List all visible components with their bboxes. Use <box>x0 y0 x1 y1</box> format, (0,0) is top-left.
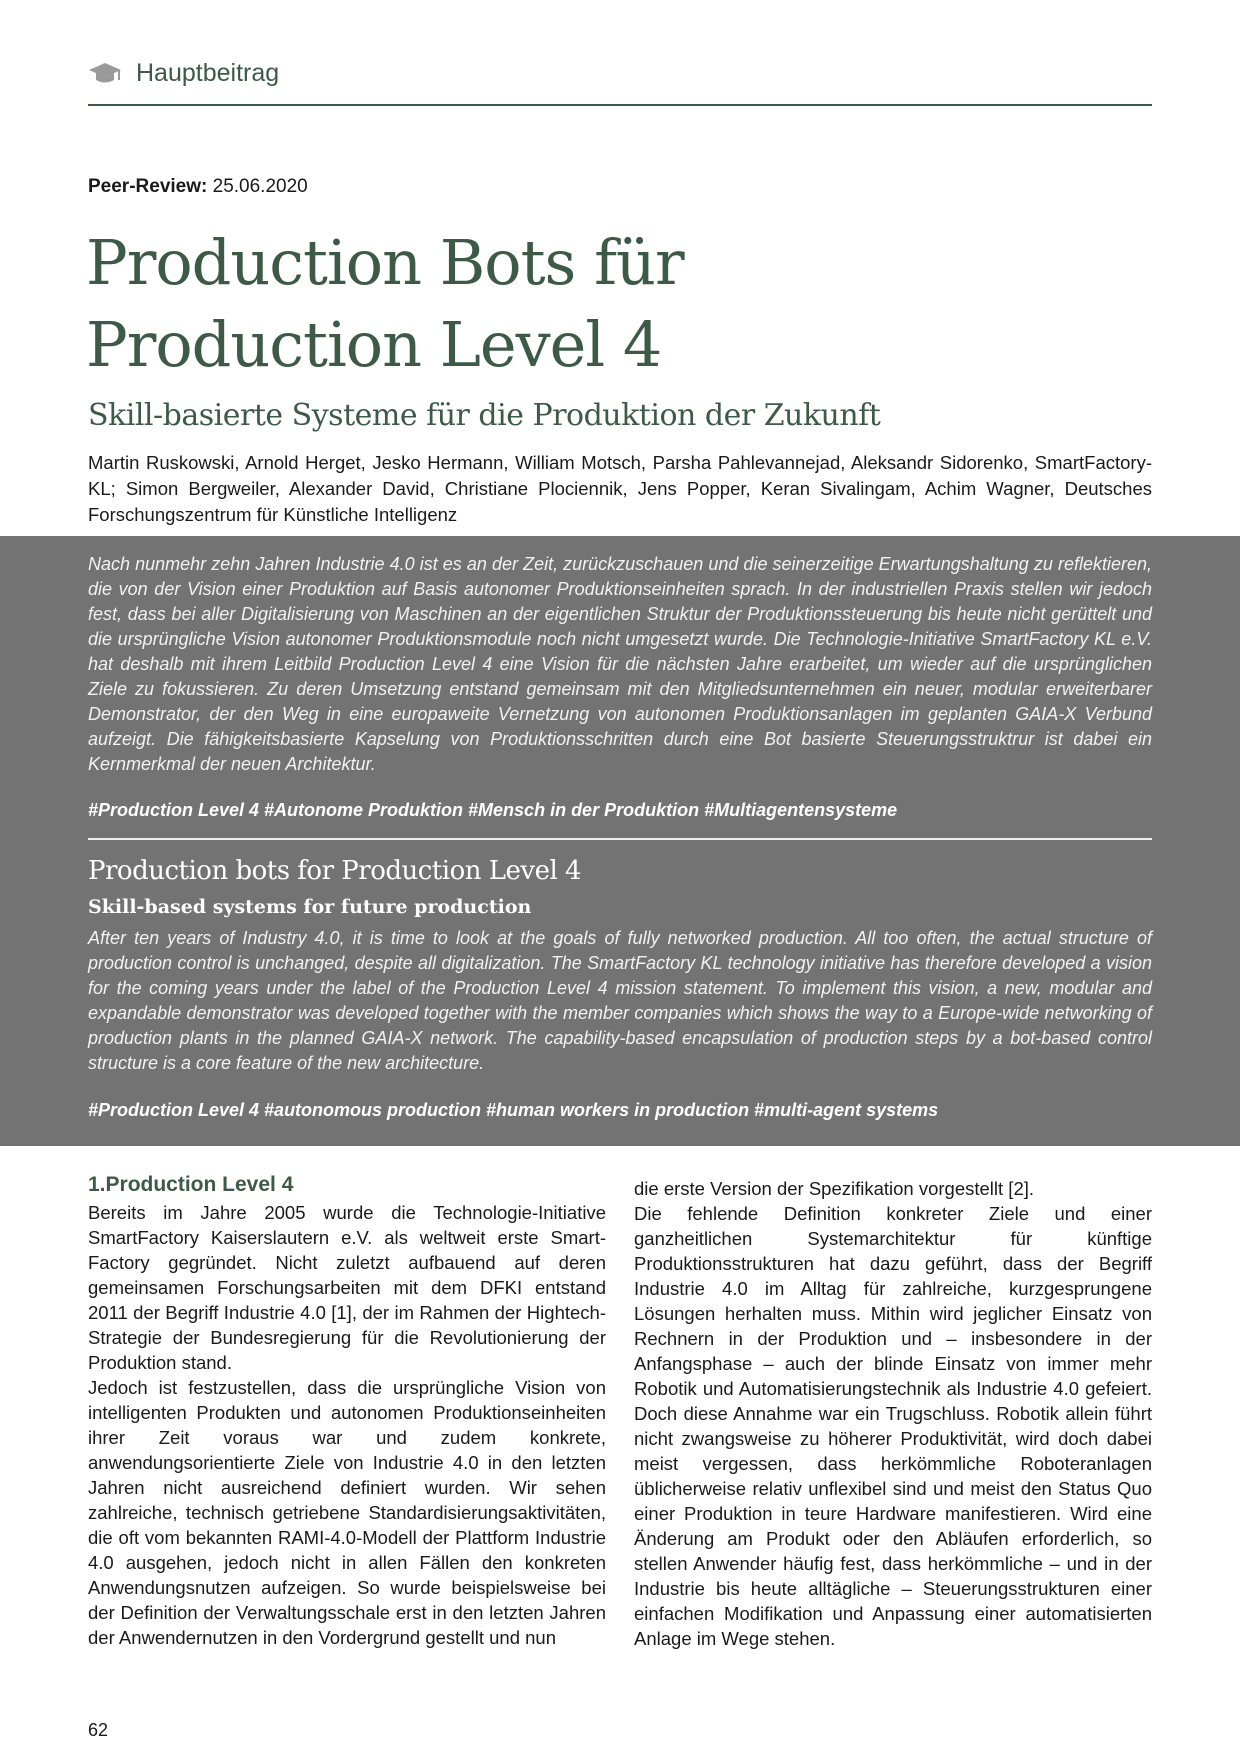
body-paragraph: Bereits im Jahre 2005 wurde die Technologie-Initiative SmartFactory Kaiserslautern e.V. als weltweit erste Smart-Factory gegründet. Nicht zuletzt aufbauend auf deren gemeinsamen Forschungsarbeiten mit dem DFKI entstand 2011 der Begriff Industrie 4.0 [1], der im Rahmen der Hightech-Strategie der Bundesregierung für die Revolutionierung der Produktion stand. <box>88 1202 606 1373</box>
header-divider <box>88 104 1152 106</box>
title-line-1: Production Bots für <box>86 226 684 299</box>
graduation-cap-icon <box>88 61 122 85</box>
peer-review-date: 25.06.2020 <box>212 176 308 197</box>
body-paragraph: Die fehlende Definition konkreter Ziele und einer ganzheitlichen Systemarchitektur für künftige Produktionsstrukturen hat dazu geführt, dass der Begriff Industrie 4.0 im Alltag für zahlreiche, kurzgesprungene Lösungen herhalten muss. Mithin wird jeglicher Einsatz von Rechnern in der Produktion und – insbesondere in der Anfangsphase – auch der blinde Einsatz von immer mehr Robotik und Automatisierungstechnik als Industrie 4.0 gefeiert. Doch diese Annahme war ein Trugschluss. Robotik allein führt nicht zwangsweise zu höherer Produktivität, wird doch dabei meist vergessen, dass herkömmliche Roboteranlagen üblicherweise relativ unflexibel sind und meist den Status Quo einer Produktion in teure Hardware manifestieren. Wird eine Änderung am Produkt oder den Abläufen erforderlich, so stellen Anwender häufig fest, dass herkömmliche – und in der Industrie bis heute alltägliche – Steuerungsstrukturen einer einfachen Modifikation und Anpassung einer automatisierten Anlage im Wege stehen. <box>634 1203 1152 1649</box>
keywords-english: #Production Level 4 #autonomous production #human workers in production #multi-agent systems <box>88 1100 939 1120</box>
article-subtitle: Skill-basierte Systeme für die Produktion der Zukunft <box>88 398 881 433</box>
english-title: Production bots for Production Level 4 <box>88 856 582 886</box>
page-number: 62 <box>88 1720 109 1740</box>
title-line-2: Production Level 4 <box>86 308 662 381</box>
article-title <box>86 222 1150 386</box>
author-list: Martin Ruskowski, Arnold Herget, Jesko Hermann, William Motsch, Parsha Pahlevannejad, Aleksandr Sidorenko, SmartFactory-KL; Simon Bergweiler, Alexander David, Christiane Plociennik, Jens Popper, Keran Sivalingam, Achim Wagner, Deutsches Forschungszentrum für Künstliche Intelligenz <box>88 452 1152 525</box>
peer-review-line <box>88 176 308 198</box>
abstract-divider <box>88 838 1152 840</box>
abstract-box <box>0 536 1240 1146</box>
peer-review-label: Peer-Review: <box>88 176 208 197</box>
body-column-right <box>634 1176 1152 1651</box>
body-paragraph: die erste Version der Spezifikation vorgestellt [2]. <box>634 1178 1035 1199</box>
section-heading: 1.Production Level 4 <box>88 1173 294 1196</box>
body-column-left <box>88 1170 606 1650</box>
abstract-german: Nach nunmehr zehn Jahren Industrie 4.0 ist es an der Zeit, zurückzuschauen und die seinerzeitige Erwartungshaltung zu reflektieren, die von der Vision einer Produktion auf Basis autonomer Produktionseinheiten sprach. In der industriellen Praxis stellen wir jedoch fest, dass bei aller Digitalisierung von Maschinen an der eigentlichen Struktur der Produktionssteuerung bis heute nicht gerüttelt und die ursprüngliche Vision autonomer Produktionsmodule noch nicht umgesetzt wurde. Die Technologie-Initiative SmartFactory KL e.V. hat deshalb mit ihrem Leitbild Production Level 4 eine Vision für die nächsten Jahre erarbeitet, um wieder auf die ursprünglichen Ziele zu fokussieren. Zu deren Umsetzung entstand gemeinsam mit den Mitgliedsunternehmen ein neuer, modular erweiterbarer Demonstrator, der den Weg in eine europaweite Vernetzung von autonomen Produktionsanlagen im geplanten GAIA-X Verbund aufzeigt. Die fähigkeitsbasierte Kapselung von Produktionsschritten durch eine Bot basierte Steuerungsstruktrur ist dabei ein Kernmerkmal der neuen Architektur. <box>88 554 1152 774</box>
section-label: Hauptbeitrag <box>136 59 280 87</box>
abstract-english: After ten years of Industry 4.0, it is time to look at the goals of fully networked production. All too often, the actual structure of production control is unchanged, despite all digitalization. The SmartFactory KL technology initiative has therefore developed a vision for the coming years under the label of the Production Level 4 mission statement. To implement this vision, a new, modular and expandable demonstrator was developed together with the member companies which shows the way to a Europe-wide networking of production plants in the planned GAIA-X network. The capability-based encapsulation of production steps by a bot-based control structure is a core feature of the new architecture. <box>88 928 1152 1073</box>
page-header <box>88 56 1152 106</box>
keywords-german: #Production Level 4 #Autonome Produktion #Mensch in der Produktion #Multiagentensysteme <box>88 800 898 820</box>
body-paragraph: Jedoch ist festzustellen, dass die ursprüngliche Vision von intelligenten Produkten und autonomen Produktionseinheiten ihrer Zeit voraus war und zudem konkrete, anwendungsorientierte Ziele von Industrie 4.0 in den letzten Jahren nicht ausreichend definiert wurden. Wir sehen zahlreiche, technisch getriebene Standardisierungsaktivitäten, die oft vom bekannten RAMI-4.0-Modell der Plattform Industrie 4.0 ausgehen, jedoch nicht in allen Fällen den konkreten Anwendungsnutzen aufzeigen. So wurde beispielsweise bei der Definition der Verwaltungsschale erst in den letzten Jahren der Anwendernutzen in den Vordergrund gestellt und nun <box>88 1377 606 1648</box>
english-subtitle: Skill-based systems for future production <box>88 896 532 918</box>
